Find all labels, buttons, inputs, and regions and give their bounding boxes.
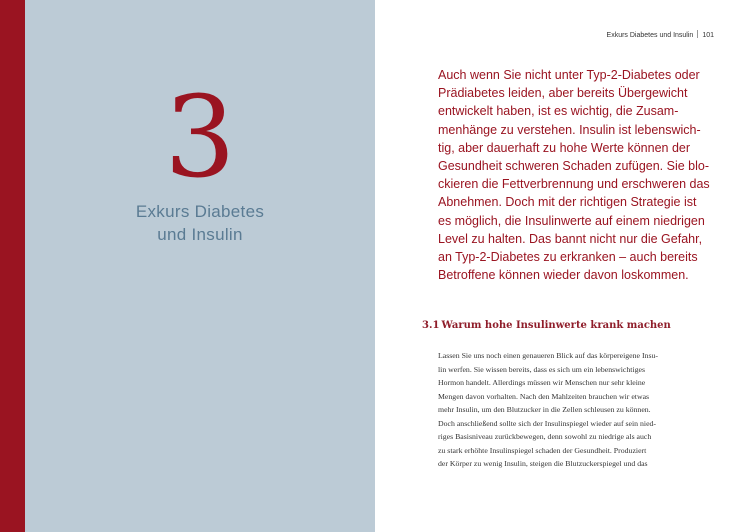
chapter-title-line-2: und Insulin bbox=[157, 225, 243, 244]
body-paragraph bbox=[438, 349, 688, 471]
intro-line: ckieren die Fettverbrennung und erschweren das bbox=[438, 177, 710, 192]
chapter-title bbox=[25, 200, 375, 246]
page-number: 101 bbox=[702, 32, 714, 39]
intro-line: Abnehmen. Doch mit der richtigen Strategie ist bbox=[438, 195, 697, 210]
intro-line: menhänge zu verstehen. Insulin ist lebenswich- bbox=[438, 122, 701, 137]
running-head-divider bbox=[697, 30, 698, 38]
running-head bbox=[607, 30, 714, 39]
section-heading bbox=[422, 320, 671, 331]
body-line: Lassen Sie uns noch einen genaueren Blick auf das körpereigene Insu- bbox=[438, 351, 658, 360]
body-line: der Körper zu wenig Insulin, steigen die Blutzuckerspiegel und das bbox=[438, 459, 648, 468]
body-line: Mengen davon vorhalten. Nach den Mahlzeiten brauchen wir etwas bbox=[438, 391, 650, 401]
intro-line: tig, aber dauerhaft zu hohe Werte können der bbox=[438, 140, 691, 155]
intro-line: an Typ-2-Diabetes zu erkranken – auch bereits bbox=[438, 250, 698, 265]
text-page bbox=[375, 0, 750, 532]
body-line: riges Basisniveau zurückbewegen, denn sowohl zu niedrige als auch bbox=[438, 432, 652, 441]
intro-line: Auch wenn Sie nicht unter Typ-2-Diabetes oder bbox=[438, 68, 700, 82]
body-line: mehr Insulin, um den Blutzucker in die Zellen schleusen zu können. bbox=[438, 405, 651, 414]
body-line: Hormon handelt. Allerdings müssen wir Menschen nur sehr kleine bbox=[438, 378, 646, 387]
intro-line: entwickelt haben, ist es wichtig, die Zusam- bbox=[438, 104, 679, 119]
intro-line: Level zu halten. Das bannt nicht nur die Gefahr, bbox=[438, 231, 703, 246]
intro-line: Prädiabetes leiden, aber bereits Übergewicht bbox=[438, 86, 688, 101]
intro-line: Betroffene können wieder davon loskommen. bbox=[438, 268, 689, 283]
intro-line: es möglich, die Insulinwerte auf einem niedrigen bbox=[438, 213, 705, 228]
chapter-number: 3 bbox=[164, 73, 236, 203]
intro-paragraph bbox=[438, 66, 710, 284]
section-title: Warum hohe Insulinwerte krank machen bbox=[441, 320, 671, 331]
chapter-title-line-1: Exkurs Diabetes bbox=[135, 202, 265, 221]
intro-line: Gesundheit schweren Schaden zufügen. Sie blo- bbox=[438, 159, 710, 174]
body-line: zu stark erhöhte Insulinspiegel schaden der Gesundheit. Produziert bbox=[438, 445, 647, 455]
body-line: Doch anschließend sollte sich der Insulinspiegel wieder auf sein nied- bbox=[438, 418, 657, 428]
running-head-title: Exkurs Diabetes und Insulin bbox=[606, 32, 694, 39]
red-edge-strip bbox=[0, 0, 25, 532]
section-number: 3.1 bbox=[422, 320, 440, 331]
body-line: lin werfen. Sie wissen bereits, dass es sich um ein lebenswichtiges bbox=[438, 364, 646, 374]
